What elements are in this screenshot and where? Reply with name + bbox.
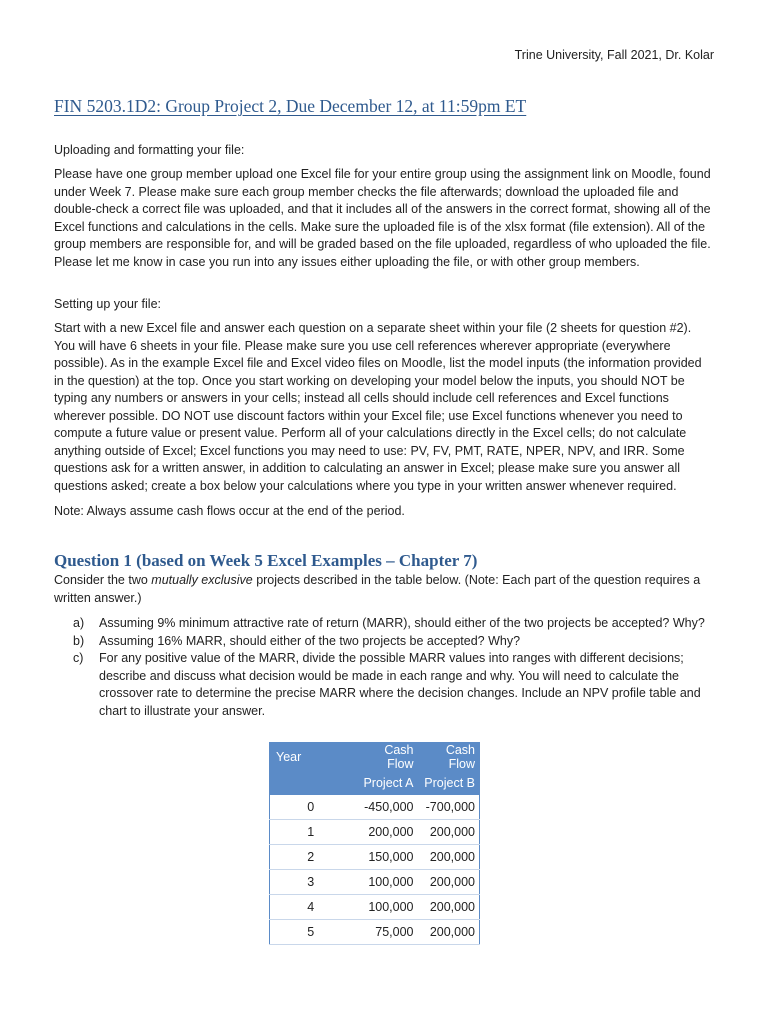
part-marker: b)	[73, 633, 85, 648]
part-text: Assuming 9% minimum attractive rate of return (MARR), should either of the two projects be accepted? Why?	[99, 616, 705, 630]
intro-emphasis: mutually exclusive	[151, 573, 253, 587]
header-project-a: Project A	[352, 771, 418, 795]
question-1-intro	[54, 572, 714, 607]
project-a-cell: 150,000	[352, 845, 418, 870]
table-row	[270, 920, 480, 945]
project-b-cell: 200,000	[418, 870, 480, 895]
cash-flow-note: Note: Always assume cash flows occur at the end of the period.	[54, 504, 405, 518]
part-marker: a)	[73, 616, 85, 630]
affiliation-header: Trine University, Fall 2021, Dr. Kolar	[514, 48, 714, 62]
part-marker: c)	[73, 651, 84, 665]
question-part-b	[73, 633, 713, 651]
setup-heading: Setting up your file:	[54, 297, 162, 311]
part-text: Assuming 16% MARR, should either of the two projects be accepted? Why?	[99, 633, 521, 648]
setup-instructions: Start with a new Excel file and answer each question on a separate sheet within your file (2 sheets for question #2). You will have 6 sheets in your file. Please make sure you use cell references wherever appropriate (everywhere possible). As in the example Excel file and Excel video files on Moodle, list the model inputs (the information provided in the question) at the top. Once you start working on developing your model below the inputs, you should NOT be typing any numbers or answers in your cells; instead all cells should include cell references and Excel functions wherever possible. DO NOT use discount factors within your Excel file; use Excel functions whenever you need to compute a future value or present value. Perform all of your calculations directly in the Excel cells; do not calculate anything outside of Excel; Excel functions you may need to use: PV, FV, PMT, RATE, NPER, NPV, and IRR. Some questions ask for a written answer, in addition to calculating an answer in Excel; please make sure you answer all questions asked; create a box below your calculations where you type in your written answer whenever required.	[54, 321, 702, 493]
part-text: For any positive value of the MARR, divide the possible MARR values into ranges with different decisions; describe and discuss what decision would be made in each range and why. You will need to calculate the crossover rate to determine the precise MARR where the decision changes. Include an NPV profile table and chart to illustrate your answer.	[99, 651, 701, 718]
project-b-cell: 200,000	[418, 845, 480, 870]
upload-instructions: Please have one group member upload one Excel file for your entire group using the assignment link on Moodle, found under Week 7. Please make sure each group member checks the file afterwards; download the uploaded file and double-check a correct file was uploaded, and that it includes all of the answers in the correct format, showing all of the Excel functions and calculations in the cells. Make sure the uploaded file is of the xlsx format (file extension). All of the group members are responsible for, and will be graded based on the file uploaded, regardless of who uploaded the file. Please let me know in case you run into any issues either uploading the file, or with other group members.	[54, 167, 711, 269]
table-row	[270, 845, 480, 870]
table-header-row	[270, 743, 480, 772]
intro-text-start: Consider the two	[54, 573, 152, 587]
year-cell: 4	[270, 895, 352, 920]
table-row	[270, 895, 480, 920]
project-a-cell: 100,000	[352, 895, 418, 920]
project-a-cell: 75,000	[352, 920, 418, 945]
table-row	[270, 795, 480, 820]
table-header-row	[270, 771, 480, 795]
year-cell: 3	[270, 870, 352, 895]
project-b-cell: 200,000	[418, 895, 480, 920]
table-row	[270, 870, 480, 895]
year-cell: 0	[270, 795, 352, 820]
question-part-a	[73, 615, 713, 633]
year-cell: 1	[270, 820, 352, 845]
header-project-b: Project B	[418, 771, 480, 795]
project-a-cell: 200,000	[352, 820, 418, 845]
table-row	[270, 820, 480, 845]
project-a-cell: -450,000	[352, 795, 418, 820]
project-b-cell: -700,000	[418, 795, 480, 820]
year-cell: 5	[270, 920, 352, 945]
year-cell: 2	[270, 845, 352, 870]
project-b-cell: 200,000	[418, 920, 480, 945]
header-year: Year	[270, 743, 352, 772]
project-b-cell: 200,000	[418, 820, 480, 845]
header-cash-flow-a: Cash Flow	[352, 743, 418, 772]
question-1-parts	[73, 615, 713, 720]
question-1-title: Question 1 (based on Week 5 Excel Examples – Chapter 7)	[54, 551, 478, 570]
header-cash-flow-b: Cash Flow	[418, 743, 480, 772]
intro-text-end: projects described in the table below. (Note: Each part of the question requires a written answer.)	[54, 573, 701, 605]
upload-heading: Uploading and formatting your file:	[54, 143, 245, 157]
project-a-cell: 100,000	[352, 870, 418, 895]
document-title: FIN 5203.1D2: Group Project 2, Due December 12, at 11:59pm ET	[54, 96, 527, 116]
question-part-c	[73, 650, 713, 720]
header-blank	[270, 771, 352, 795]
cash-flow-table	[269, 742, 480, 945]
